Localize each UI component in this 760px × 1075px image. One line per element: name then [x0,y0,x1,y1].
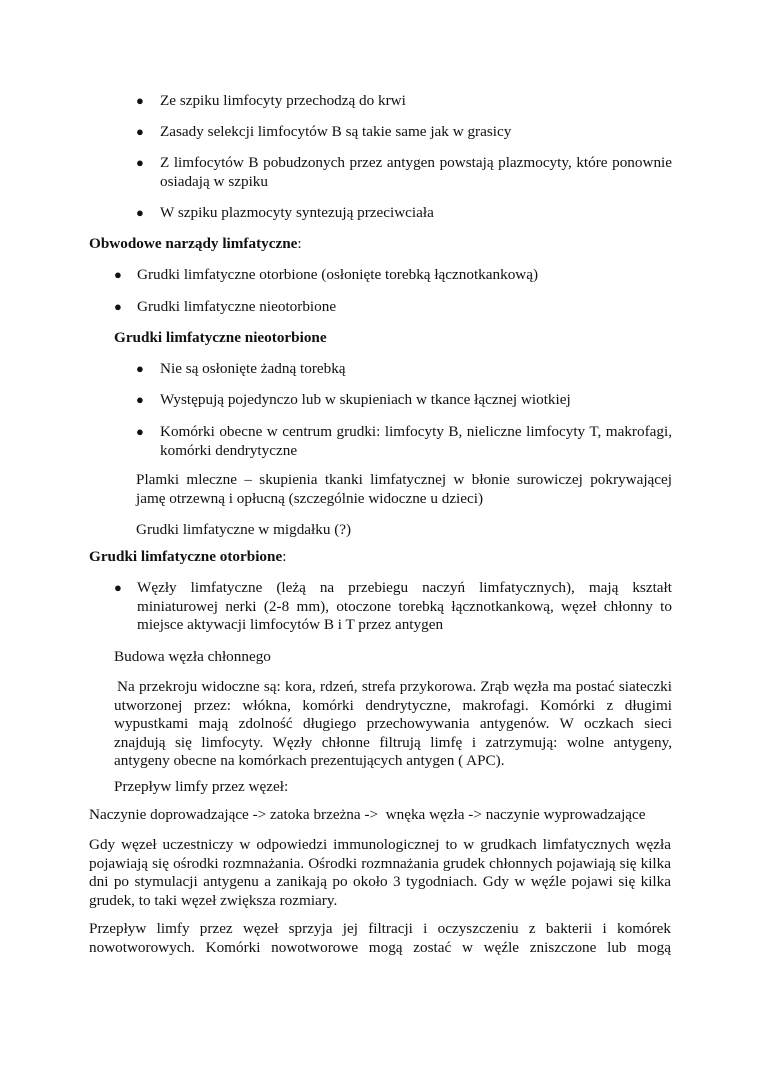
list-item-text: W szpiku plazmocyty syntezują przeciwciała [160,204,434,221]
heading-text: Obwodowe narządy limfatyczne [89,235,298,252]
list-item-text: Z limfocytów B pobudzonych przez antygen powstają plazmocyty, które ponownie osiadają w szpiku [160,154,672,190]
list-item [136,123,672,142]
bullet-icon: ● [136,124,144,139]
list-item [136,360,672,379]
heading-text: Grudki limfatyczne otorbione [89,548,283,565]
list-item-text: Zasady selekcji limfocytów B są takie same jak w grasicy [160,123,512,140]
bullet-icon: ● [136,361,144,376]
list-item-text: Komórki obecne w centrum grudki: limfocyty B, nieliczne limfocyty T, makrofagi, komórki dendrytyczne [160,423,672,459]
structure-title: Budowa węzła chłonnego [114,648,271,665]
bullet-icon: ● [136,392,144,407]
list-item [114,298,674,317]
milk-spots-paragraph: Plamki mleczne – skupienia tkanki limfatycznej w błonie surowiczej pokrywającej jamę otrzewną i opłucną (szczególnie widoczne u dzieci) [136,471,672,507]
section-heading [89,548,286,567]
list-item-text: Ze szpiku limfocyty przechodzą do krwi [160,92,406,109]
list-item-text: Nie są osłonięte żadną torebką [160,360,346,377]
list-item-text: Grudki limfatyczne nieotorbione [137,298,337,315]
bullet-icon: ● [136,93,144,108]
list-item [136,391,672,410]
filtration-paragraph: Przepływ limfy przez węzeł sprzyja jej filtracji i oczyszczeniu z bakterii i komórek nowotworowych. Komórki nowotworowe mogą zostać w węźle zniszczone lub mogą [89,920,671,956]
bullet-icon: ● [136,155,144,170]
tonsil-paragraph: Grudki limfatyczne w migdałku (?) [136,521,352,538]
list-item [136,423,672,460]
flow-title: Przepływ limfy przez węzeł: [114,778,289,795]
list-item [114,579,672,635]
list-item [136,92,672,111]
germinal-centers-paragraph: Gdy węzeł uczestniczy w odpowiedzi immunologicznej to w grudkach limfatycznych węzła pojawiają się ośrodki rozmnażania. Ośrodki rozmnażania grudek chłonnych pojawiają się kilka dni po stymulacji antygenu a zanikają po około 3 tygodniach. Gdy w węźle pojawi się kilka grudek, to taki węzeł zwiększa rozmiary. [89,836,671,909]
list-item-text: Węzły limfatyczne (leżą na przebiegu naczyń limfatycznych), mają kształt miniaturowej nerki (2-8 mm), otoczone torebką łącznotkankową, węzeł chłonny to miejsce aktywacji limfocytów B i T przez antygen [137,579,672,633]
flow-path: Naczynie doprowadzające -> zatoka brzeżna -> wnęka węzła -> naczynie wyprowadzające [89,806,646,823]
bullet-icon: ● [136,205,144,220]
list-item [114,266,674,285]
list-item [136,204,672,223]
bullet-icon: ● [114,299,122,314]
structure-paragraph: Na przekroju widoczne są: kora, rdzeń, strefa przykorowa. Zrąb węzła ma postać siateczki utworzonej przez: włókna, komórki dendrytyczne, makrofagi. Komórki z długimi wypustkami mają zdolność długiego przechowywania antygenów. W oczkach sieci znajdują się limfocyty. Węzły chłonne filtrują limfę i zatrzymują: wolne antygeny, antygeny obecne na komórkach prezentujących antygen ( APC). [114,678,672,769]
heading-colon: : [297,235,302,252]
heading-colon: : [282,548,287,565]
section-heading [89,235,302,254]
bullet-icon: ● [136,424,144,439]
bullet-icon: ● [114,267,122,282]
subsection-heading: Grudki limfatyczne nieotorbione [114,329,327,346]
list-item [136,154,672,191]
bullet-icon: ● [114,580,122,595]
list-item-text: Występują pojedynczo lub w skupieniach w tkance łącznej wiotkiej [160,391,571,408]
list-item-text: Grudki limfatyczne otorbione (osłonięte torebką łącznotkankową) [137,266,539,283]
